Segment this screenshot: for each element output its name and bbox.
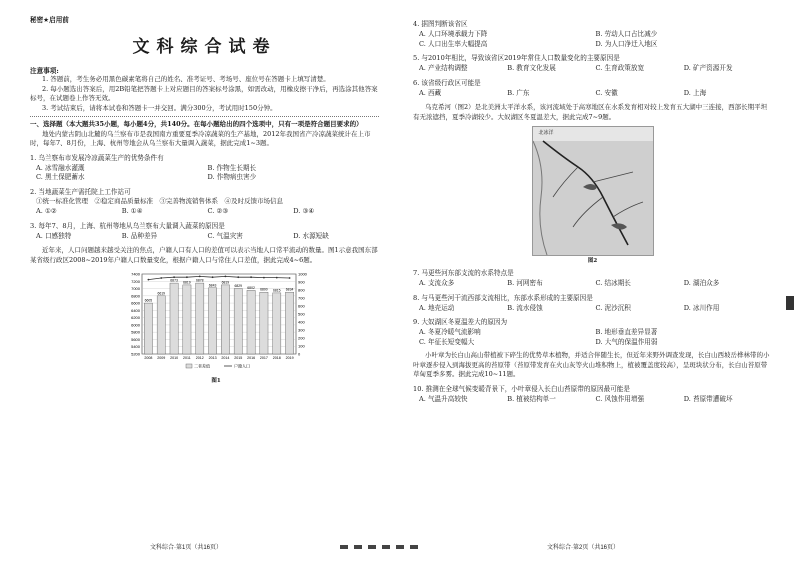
bar-label: 6815 <box>272 288 281 293</box>
line-point <box>186 276 188 278</box>
question-9: 9. 大奴湖区冬夏温差大的原因为 <box>413 318 508 326</box>
y-tick-label: 7400 <box>131 271 140 277</box>
q8-option-d: D. 冰川作用 <box>683 303 720 312</box>
notes-heading: 注意事项: <box>30 67 59 75</box>
y-tick-label: 5800 <box>131 329 140 335</box>
bar <box>273 293 281 354</box>
q4-option-a: A. 人口环境承载力下降 <box>419 30 488 38</box>
legend-swatch-bar <box>186 364 192 368</box>
y2-tick-label: 200 <box>298 335 305 341</box>
bar <box>260 292 268 354</box>
q7-option-c: C. 结冰期长 <box>595 279 631 287</box>
question-3: 3. 每年7、8月，上海、杭州等地从乌兰察布大量调入蔬菜的原因是 <box>30 221 225 230</box>
q9-option-b: B. 地形垂直差异显著 <box>595 328 658 336</box>
line-point <box>173 276 175 278</box>
line-point <box>289 277 291 279</box>
q8-option-b: B. 流水侵蚀 <box>507 303 543 312</box>
page-title: 文科综合试卷 <box>132 37 277 57</box>
bar <box>221 285 229 354</box>
q8-option-c: C. 泥沙沉积 <box>595 303 631 312</box>
line-point <box>250 276 252 278</box>
legend-label: 二者差值 <box>194 363 210 369</box>
y-tick-label: 5400 <box>131 344 140 350</box>
q4-option-c: C. 人口出生率大幅提高 <box>419 39 488 48</box>
y2-tick-label: 500 <box>298 311 305 317</box>
note-3: 3. 考试结束后，请将本试卷和答题卡一并交回。满分300分，考试用时150分钟。 <box>42 103 277 112</box>
question-7: 7. 马更些河东部支流的水系特点是 <box>413 269 514 277</box>
question-1: 1. 乌兰察布市发展冷凉蔬菜生产的优势条件有 <box>30 153 164 162</box>
q9-option-a: A. 冬夏冷暖气流影响 <box>419 328 481 336</box>
page-footer-right: 文科综合·第2页（共16页） <box>547 545 620 551</box>
question-10: 10. 推测在全球气候变暖背景下，小叶章侵入长白山苔原带的原因最可能是 <box>413 384 630 393</box>
q6-option-c: C. 安徽 <box>595 88 618 97</box>
passage-3: 乌克希河（图2）是北美洲太平洋水系，该河流域处于高寒地区在水系发育相对较上发育五大湖中三连接，西部长期平坦有无浓遮挡，夏季冷湖较少。大奴湖区冬夏温差大，据此完成7~9题。 <box>413 103 768 121</box>
line-point <box>237 276 239 278</box>
q10-option-c: C. 风蚀作用增强 <box>595 394 645 403</box>
q5-option-b: B. 教育文化发展 <box>507 64 556 72</box>
bar <box>157 296 165 354</box>
bar-label: 6619 <box>157 291 166 296</box>
x-tick-label: 2010 <box>170 356 179 360</box>
question-6: 6. 该省级行政区可能是 <box>413 78 481 87</box>
x-tick-label: 2012 <box>195 356 204 360</box>
passage-4: 小叶章为长白山高山带植被下碎生的优势草本植物，并适合伴随生长，但近年来野外调查发现，长白山西坡岳桦林带的小叶章逐步侵入到海拔更高的苔原带（苔原带发育在火山灰等火山堆积物上，植被覆盖度较高），呈斑块状分布，长白山苔原带草甸夏季多雾。据此完成10~11题。 <box>413 351 770 378</box>
y-tick-label: 6400 <box>131 307 140 313</box>
q5-option-c: C. 生育政策放宽 <box>595 64 645 72</box>
x-tick-label: 2019 <box>285 356 294 360</box>
x-tick-label: 2011 <box>183 356 191 360</box>
line-point <box>276 277 278 279</box>
q1-option-b: B. 作物生长期长 <box>207 163 257 172</box>
bar-label: 6819 <box>221 280 230 285</box>
x-tick-label: 2015 <box>234 356 243 360</box>
x-tick-label: 2013 <box>208 356 217 360</box>
y-tick-label: 6600 <box>131 300 140 306</box>
bar <box>234 289 242 354</box>
section-heading: 一、选择题（本大题共35小题，每小题4分，共140分。在每小题给出的四个选项中，只有一项是符合题目要求的） <box>30 120 363 128</box>
q3-option-b: B. 品种差异 <box>121 231 158 240</box>
q2-items: ①统一标准化管理 ②稳定商品质量标准 ③完善物流销售体系 ④及时反馈市场信息 <box>36 196 283 205</box>
q4-option-d: D. 为人口净迁入地区 <box>595 39 658 48</box>
q9-option-d: D. 大气的保温作用弱 <box>595 337 658 346</box>
line-point <box>225 276 227 278</box>
q9-option-c: C. 年征长短变幅大 <box>419 337 475 346</box>
population-chart <box>116 268 316 376</box>
q10-option-a: A. 气温升高较快 <box>419 394 468 403</box>
q2-option-d: D. ③④ <box>293 207 315 215</box>
note-1: 1. 答题前，考生务必用黑色碳素笔将自己的姓名、准考证号、考场号、座位号在答题卡上填写清楚。 <box>42 75 330 83</box>
y2-tick-label: 100 <box>298 343 305 349</box>
bar-label: 6873 <box>170 278 178 283</box>
y2-tick-label: 600 <box>298 303 305 309</box>
figure-1 <box>30 268 379 384</box>
bar <box>183 285 191 354</box>
river-map-image <box>533 127 653 255</box>
x-tick-label: 2017 <box>259 356 268 360</box>
x-tick-label: 2014 <box>221 356 230 360</box>
bar-label: 6843 <box>208 283 217 288</box>
bar-label: 6802 <box>247 285 255 290</box>
q2-option-c: C. ②③ <box>207 207 229 215</box>
q3-option-c: C. 气温灾害 <box>207 231 243 240</box>
secret-mark: 秘密★启用前 <box>30 16 69 24</box>
bar-label: 6819 <box>183 280 191 285</box>
y2-tick-label: 800 <box>298 287 305 293</box>
q7-option-b: B. 河网密布 <box>507 279 543 287</box>
x-tick-label: 2009 <box>157 356 166 360</box>
q6-option-b: B. 广东 <box>507 88 530 97</box>
q3-option-a: A. 口感独特 <box>36 231 72 240</box>
q3-option-d: D. 水源短缺 <box>293 231 329 240</box>
y-tick-label: 7200 <box>131 278 140 284</box>
bar <box>208 288 216 354</box>
question-4: 4. 据图判断该省区 <box>413 20 468 28</box>
q10-option-b: B. 植被结构单一 <box>507 394 556 403</box>
right-page <box>397 0 794 561</box>
legend-label: 户籍人口 <box>234 363 250 369</box>
line-point <box>199 276 201 278</box>
q6-option-a: A. 西藏 <box>419 88 442 97</box>
y2-tick-label: 400 <box>298 319 305 325</box>
figure-2-caption: 图2 <box>587 258 598 264</box>
passage-2: 近年来，人口问题越来越受关注的焦点，户籍人口有人口的差值可以表示当地人口常平流动的数量。图1示意我国东部某省级行政区2008~2019年户籍人口数量变化，根据户籍人口与常住人口差值，据此完成4~6题。 <box>30 246 378 264</box>
line-point <box>160 277 162 279</box>
q1-option-c: C. 黑土保肥蓄水 <box>36 173 85 181</box>
y-tick-label: 7000 <box>131 286 140 292</box>
q5-option-d: D. 矿产资源开发 <box>683 64 733 72</box>
line-point <box>148 279 150 281</box>
q7-option-a: A. 支流众多 <box>419 279 455 287</box>
y-tick-label: 6200 <box>131 315 140 321</box>
bar <box>247 290 255 354</box>
bar <box>285 292 293 354</box>
figure-1-caption: 图1 <box>211 378 221 384</box>
q6-option-d: D. 上海 <box>683 88 707 97</box>
passage-1: 地处内蒙古阴山北麓的乌兰察布市是我国南方重要夏季冷凉蔬菜的生产基地，2012年我国省产冷凉蔬菜统计在上市时，每年7、8月份，上海、杭州等地会从乌兰察布大量调入蔬菜，据此完成1~3题。 <box>30 129 371 147</box>
q1-option-d: D. 作物病虫害少 <box>207 173 257 181</box>
x-tick-label: 2016 <box>247 356 256 360</box>
q2-option-a: A. ①② <box>36 207 57 215</box>
y-tick-label: 5600 <box>131 336 140 342</box>
x-tick-label: 2008 <box>144 356 153 360</box>
y-tick-label: 6000 <box>131 322 140 328</box>
bar <box>196 283 204 354</box>
y-tick-label: 6800 <box>131 293 140 299</box>
q2-option-b: B. ①④ <box>121 207 143 215</box>
y2-tick-label: 1000 <box>298 271 307 277</box>
bar-label: 6834 <box>285 287 294 292</box>
q5-option-a: A. 产业结构调整 <box>419 64 468 72</box>
bar <box>144 303 152 354</box>
y2-tick-label: 0 <box>298 351 301 357</box>
question-2: 2. 当地蔬菜生产需托院上工作站可 <box>30 187 131 196</box>
y-tick-label: 5200 <box>131 351 140 357</box>
y2-tick-label: 700 <box>298 295 305 301</box>
bar <box>170 283 178 354</box>
q10-option-d: D. 苔原带遭破坏 <box>683 394 733 403</box>
question-8: 8. 与马更些河干流西部支流相比，东部水系形成的主要原因是 <box>413 293 593 302</box>
map-figure-2 <box>532 126 654 256</box>
question-5: 5. 与2010年相比，导致该省区2019年常住人口数量变化的主要原因是 <box>413 54 620 62</box>
bar-label: 6800 <box>260 287 268 292</box>
line-point <box>212 276 214 278</box>
page-footer-left: 文科综合·第1页（共16页） <box>150 545 223 551</box>
q4-option-b: B. 劳动人口占比减少 <box>595 30 658 38</box>
y2-tick-label: 900 <box>298 279 305 285</box>
x-tick-label: 2018 <box>272 356 281 360</box>
bar-label: 6829 <box>234 284 243 289</box>
map-label: 北冰洋 <box>538 130 554 136</box>
q7-option-d: D. 湖泊众多 <box>683 279 720 287</box>
y2-tick-label: 300 <box>298 327 305 333</box>
note-2: 2. 每小题选出答案后，用2B铅笔把答题卡上对应题目的答案标号涂黑，如需改动，用橡皮擦干净后，再选涂其他答案标号，在试题卷上作答无效。 <box>30 84 378 102</box>
bar-label: 6605 <box>144 298 153 303</box>
line-point <box>263 277 265 279</box>
q1-option-a: A. 冰雪融水灌溉 <box>36 163 85 172</box>
bar-label: 6878 <box>195 278 204 283</box>
side-tab-marker <box>786 296 794 310</box>
q8-option-a: A. 地壳运动 <box>419 303 455 312</box>
